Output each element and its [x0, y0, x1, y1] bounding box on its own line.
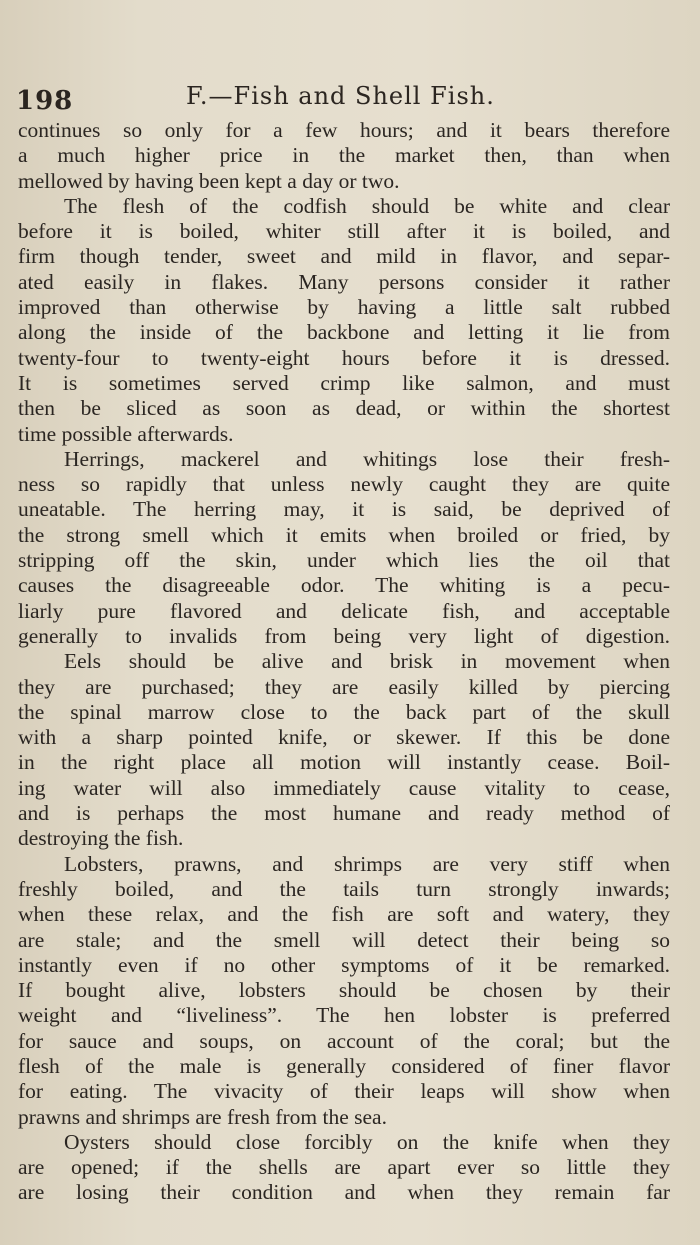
text-line: with a sharp pointed knife, or skewer. If this be done [18, 725, 670, 750]
text-line: for eating. The vivacity of their leaps will show when [18, 1079, 670, 1104]
text-line: continues so only for a few hours; and it bears therefore [18, 118, 670, 142]
text-line: generally to invalids from being very light of digestion. [18, 623, 670, 648]
text-line: Lobsters, prawns, and shrimps are very stiff when [64, 851, 670, 876]
running-head: F.—Fish and Shell Fish. [186, 82, 495, 110]
text-line: for sauce and soups, on account of the coral; but the [18, 1028, 670, 1053]
text-line: a much higher price in the market then, than when [18, 143, 670, 168]
text-line: freshly boiled, and the tails turn strongly inwards; [18, 876, 670, 901]
text-line: destroying the fish. [18, 826, 184, 851]
page-header [16, 78, 686, 118]
text-line: uneatable. The herring may, it is said, be deprived of [18, 497, 670, 522]
text-line: are opened; if the shells are apart ever so little they [18, 1155, 670, 1180]
text-line: mellowed by having been kept a day or two. [18, 168, 400, 193]
text-line: before it is boiled, whiter still after it is boiled, and [18, 219, 670, 244]
text-line: ated easily in flakes. Many persons consider it rather [18, 269, 670, 294]
body-text [18, 118, 670, 1206]
text-line: weight and “liveliness”. The hen lobster is preferred [18, 1003, 670, 1028]
text-line: prawns and shrimps are fresh from the sea. [18, 1104, 387, 1129]
text-line: improved than otherwise by having a little salt rubbed [18, 295, 670, 320]
text-line: instantly even if no other symptoms of it be remarked. [18, 952, 670, 977]
text-line: The flesh of the codfish should be white and clear [64, 193, 670, 218]
text-line: It is sometimes served crimp like salmon, and must [18, 370, 670, 395]
text-line: ing water will also immediately cause vitality to cease, [18, 775, 670, 800]
text-line: causes the disagreeable odor. The whiting is a pecu- [18, 573, 670, 598]
text-line: are losing their condition and when they remain far [18, 1180, 670, 1205]
text-line: If bought alive, lobsters should be chosen by their [18, 978, 670, 1003]
text-line: in the right place all motion will instantly cease. Boil- [18, 750, 670, 775]
text-line: liarly pure flavored and delicate fish, and acceptable [18, 598, 670, 623]
text-line: are stale; and the smell will detect their being so [18, 927, 670, 952]
text-line: stripping off the skin, under which lies the oil that [18, 548, 670, 573]
text-line: then be sliced as soon as dead, or within the shortest [18, 396, 670, 421]
text-line: and is perhaps the most humane and ready method of [18, 801, 670, 826]
page-number: 198 [16, 86, 74, 116]
text-line: twenty-four to twenty-eight hours before it is dressed. [18, 345, 670, 370]
text-line: Eels should be alive and brisk in movement when [64, 649, 670, 674]
text-line: time possible afterwards. [18, 421, 234, 446]
text-line: they are purchased; they are easily killed by piercing [18, 674, 670, 699]
text-line: the strong smell which it emits when broiled or fried, by [18, 522, 670, 547]
text-line: Oysters should close forcibly on the knife when they [64, 1129, 670, 1154]
text-line: along the inside of the backbone and letting it lie from [18, 320, 670, 345]
text-line: firm though tender, sweet and mild in flavor, and separ- [18, 244, 670, 269]
text-line: flesh of the male is generally considered of finer flavor [18, 1053, 670, 1078]
text-line: ness so rapidly that unless newly caught they are quite [18, 472, 670, 497]
text-line: the spinal marrow close to the back part of the skull [18, 699, 670, 724]
text-line: when these relax, and the fish are soft and watery, they [18, 902, 670, 927]
text-line: Herrings, mackerel and whitings lose their fresh- [64, 446, 670, 471]
